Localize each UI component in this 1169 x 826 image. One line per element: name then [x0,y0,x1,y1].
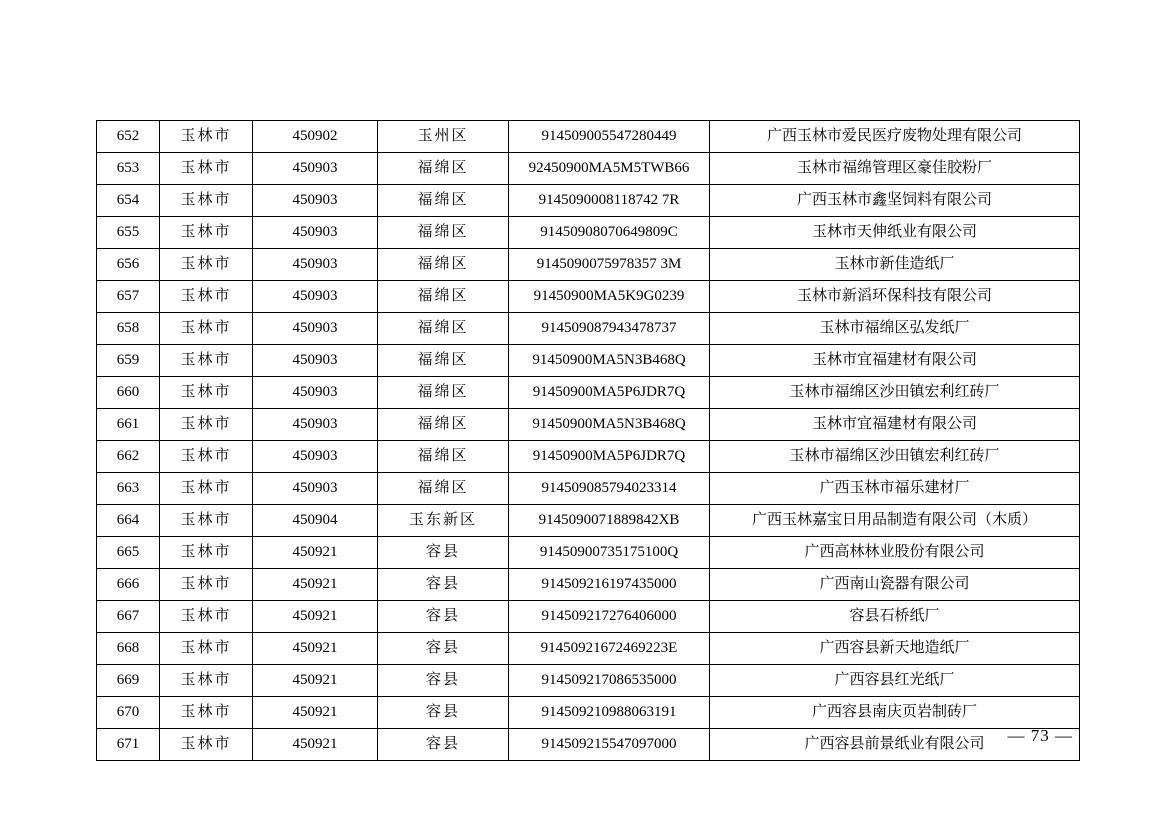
cell-city: 玉林市 [160,729,253,761]
cell-credit-code: 91450900735175100Q [509,537,710,569]
cell-city: 玉林市 [160,569,253,601]
cell-city: 玉林市 [160,185,253,217]
table-row [97,601,1080,633]
cell-enterprise-name: 广西高林林业股份有限公司 [710,537,1080,569]
cell-index: 669 [97,665,160,697]
cell-code: 450903 [253,313,378,345]
cell-index: 666 [97,569,160,601]
cell-index: 667 [97,601,160,633]
enterprise-table-container [96,120,1073,761]
cell-credit-code: 91450900MA5N3B468Q [509,345,710,377]
cell-enterprise-name: 玉林市福绵区弘发纸厂 [710,313,1080,345]
cell-city: 玉林市 [160,281,253,313]
cell-code: 450921 [253,537,378,569]
cell-credit-code: 914509217276406000 [509,601,710,633]
cell-city: 玉林市 [160,217,253,249]
cell-city: 玉林市 [160,697,253,729]
table-body [97,121,1080,761]
cell-city: 玉林市 [160,313,253,345]
cell-index: 662 [97,441,160,473]
cell-enterprise-name: 广西南山瓷器有限公司 [710,569,1080,601]
table-row [97,153,1080,185]
page-number: — 73 — [1007,726,1073,745]
cell-enterprise-name: 广西玉林嘉宝日用品制造有限公司（木质） [710,505,1080,537]
cell-city: 玉林市 [160,345,253,377]
cell-enterprise-name: 玉林市福绵管理区豪佳胶粉厂 [710,153,1080,185]
cell-index: 656 [97,249,160,281]
cell-code: 450903 [253,345,378,377]
table-row [97,217,1080,249]
cell-credit-code: 91450900MA5P6JDR7Q [509,377,710,409]
cell-code: 450903 [253,441,378,473]
cell-enterprise-name: 广西容县南庆页岩制砖厂 [710,697,1080,729]
cell-enterprise-name: 广西玉林市鑫坚饲料有限公司 [710,185,1080,217]
cell-index: 654 [97,185,160,217]
table-row [97,633,1080,665]
cell-district: 玉州区 [378,121,509,153]
cell-index: 660 [97,377,160,409]
cell-district: 福绵区 [378,281,509,313]
cell-index: 670 [97,697,160,729]
cell-enterprise-name: 广西玉林市爱民医疗废物处理有限公司 [710,121,1080,153]
cell-index: 668 [97,633,160,665]
cell-district: 福绵区 [378,377,509,409]
cell-credit-code: 91450900MA5K9G0239 [509,281,710,313]
cell-district: 福绵区 [378,409,509,441]
cell-code: 450921 [253,633,378,665]
enterprise-table [96,120,1080,761]
cell-district: 福绵区 [378,185,509,217]
table-row [97,185,1080,217]
cell-enterprise-name: 玉林市福绵区沙田镇宏利红砖厂 [710,377,1080,409]
cell-credit-code: 914509216197435000 [509,569,710,601]
cell-index: 659 [97,345,160,377]
table-row [97,249,1080,281]
cell-code: 450921 [253,729,378,761]
table-row [97,121,1080,153]
cell-code: 450921 [253,665,378,697]
cell-city: 玉林市 [160,121,253,153]
cell-enterprise-name: 玉林市福绵区沙田镇宏利红砖厂 [710,441,1080,473]
cell-code: 450903 [253,281,378,313]
cell-city: 玉林市 [160,377,253,409]
table-row [97,409,1080,441]
table-row [97,665,1080,697]
cell-district: 福绵区 [378,313,509,345]
cell-code: 450903 [253,377,378,409]
cell-index: 657 [97,281,160,313]
cell-credit-code: 9145090075978357 3M [509,249,710,281]
cell-credit-code: 92450900MA5M5TWB66 [509,153,710,185]
table-row [97,281,1080,313]
cell-district: 容县 [378,729,509,761]
cell-code: 450903 [253,473,378,505]
cell-index: 665 [97,537,160,569]
cell-index: 652 [97,121,160,153]
cell-index: 658 [97,313,160,345]
cell-district: 容县 [378,601,509,633]
cell-enterprise-name: 广西容县前景纸业有限公司 [710,729,1080,761]
cell-district: 福绵区 [378,217,509,249]
cell-district: 容县 [378,697,509,729]
table-row [97,729,1080,761]
table-row [97,441,1080,473]
cell-district: 福绵区 [378,473,509,505]
cell-enterprise-name: 玉林市新佳造纸厂 [710,249,1080,281]
cell-credit-code: 914509215547097000 [509,729,710,761]
cell-credit-code: 91450908070649809C [509,217,710,249]
cell-index: 655 [97,217,160,249]
cell-credit-code: 91450921672469223E [509,633,710,665]
cell-city: 玉林市 [160,409,253,441]
cell-district: 福绵区 [378,249,509,281]
cell-city: 玉林市 [160,473,253,505]
cell-code: 450903 [253,409,378,441]
cell-credit-code: 9145090008118742 7R [509,185,710,217]
cell-index: 671 [97,729,160,761]
cell-enterprise-name: 玉林市宜福建材有限公司 [710,409,1080,441]
cell-city: 玉林市 [160,153,253,185]
table-row [97,377,1080,409]
cell-credit-code: 914509005547280449 [509,121,710,153]
cell-index: 661 [97,409,160,441]
cell-district: 容县 [378,569,509,601]
cell-code: 450903 [253,185,378,217]
cell-credit-code: 91450900MA5N3B468Q [509,409,710,441]
cell-district: 玉东新区 [378,505,509,537]
table-row [97,473,1080,505]
cell-index: 653 [97,153,160,185]
cell-district: 福绵区 [378,153,509,185]
cell-district: 容县 [378,537,509,569]
cell-city: 玉林市 [160,441,253,473]
cell-district: 福绵区 [378,441,509,473]
cell-district: 容县 [378,633,509,665]
cell-city: 玉林市 [160,665,253,697]
cell-city: 玉林市 [160,249,253,281]
cell-enterprise-name: 广西容县红光纸厂 [710,665,1080,697]
cell-enterprise-name: 广西容县新天地造纸厂 [710,633,1080,665]
cell-enterprise-name: 玉林市新滔环保科技有限公司 [710,281,1080,313]
cell-credit-code: 91450900MA5P6JDR7Q [509,441,710,473]
table-row [97,569,1080,601]
cell-credit-code: 914509210988063191 [509,697,710,729]
cell-credit-code: 914509085794023314 [509,473,710,505]
cell-credit-code: 914509217086535000 [509,665,710,697]
cell-code: 450903 [253,249,378,281]
cell-enterprise-name: 玉林市宜福建材有限公司 [710,345,1080,377]
table-row [97,697,1080,729]
cell-code: 450921 [253,697,378,729]
cell-district: 福绵区 [378,345,509,377]
cell-city: 玉林市 [160,601,253,633]
cell-index: 663 [97,473,160,505]
cell-code: 450902 [253,121,378,153]
cell-code: 450903 [253,217,378,249]
table-row [97,313,1080,345]
cell-code: 450904 [253,505,378,537]
cell-enterprise-name: 广西玉林市福乐建材厂 [710,473,1080,505]
cell-enterprise-name: 容县石桥纸厂 [710,601,1080,633]
cell-city: 玉林市 [160,633,253,665]
cell-code: 450921 [253,601,378,633]
table-row [97,505,1080,537]
cell-code: 450921 [253,569,378,601]
table-row [97,537,1080,569]
cell-credit-code: 914509087943478737 [509,313,710,345]
cell-city: 玉林市 [160,505,253,537]
cell-code: 450903 [253,153,378,185]
cell-city: 玉林市 [160,537,253,569]
cell-enterprise-name: 玉林市天伸纸业有限公司 [710,217,1080,249]
cell-index: 664 [97,505,160,537]
table-row [97,345,1080,377]
cell-district: 容县 [378,665,509,697]
cell-credit-code: 9145090071889842XB [509,505,710,537]
